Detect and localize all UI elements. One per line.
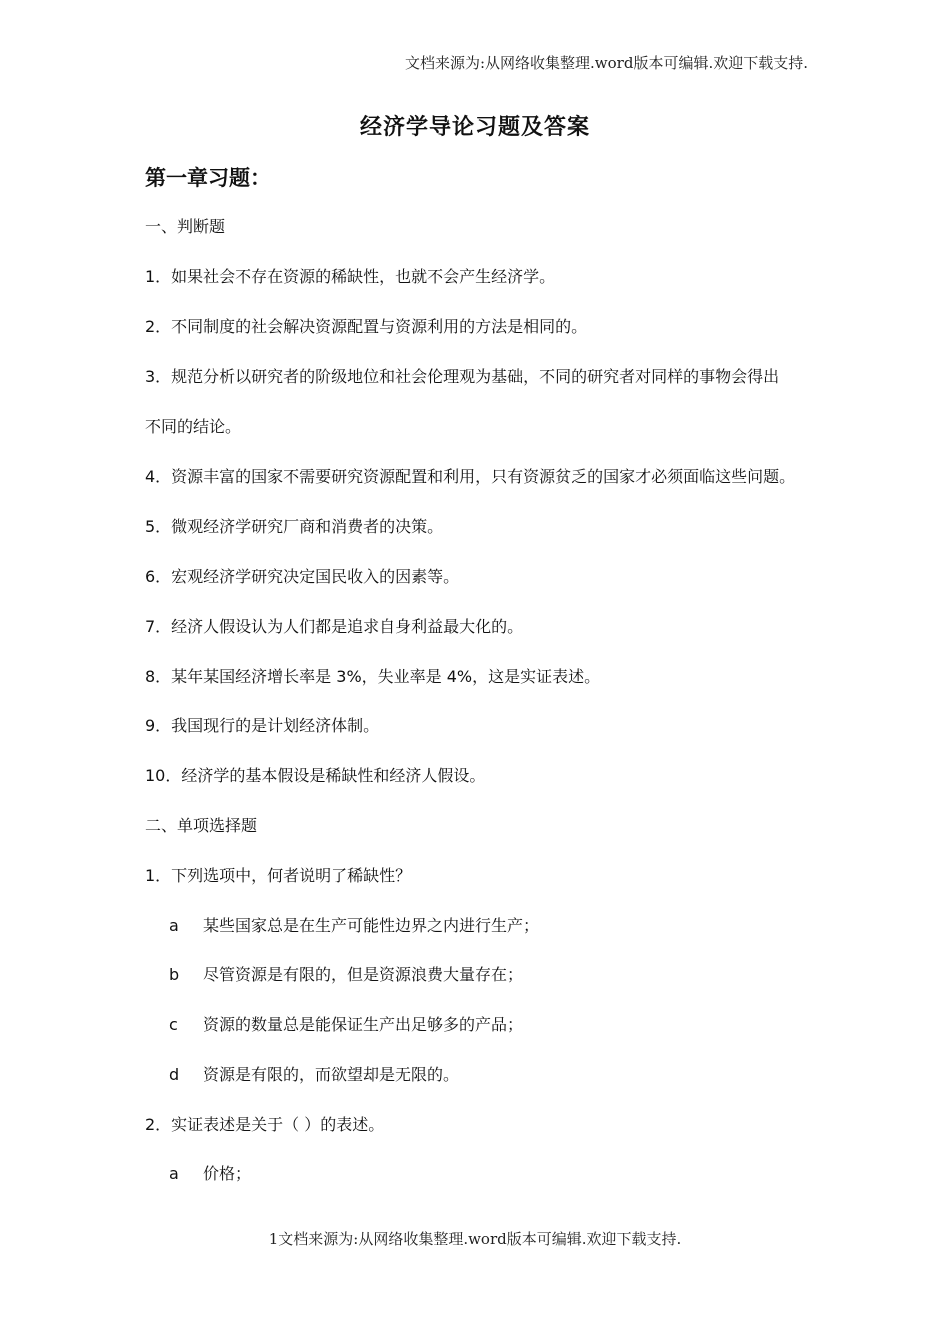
judgment-item-2: 2．不同制度的社会解决资源配置与资源利用的方法是相同的。 [145, 317, 588, 336]
section-heading-judgment: 一、判断题 [145, 217, 226, 236]
judgment-item-10: 10．经济学的基本假设是稀缺性和经济人假设。 [145, 766, 486, 785]
choice-option [169, 1062, 459, 1085]
choice-option [169, 1012, 523, 1035]
judgment-item-6: 6．宏观经济学研究决定国民收入的因素等。 [145, 567, 460, 586]
judgment-item-1: 1．如果社会不存在资源的稀缺性，也就不会产生经济学。 [145, 267, 556, 286]
option-letter: a [169, 916, 179, 935]
option-text: 资源的数量总是能保证生产出足够多的产品； [203, 1015, 524, 1034]
choice-option [169, 913, 539, 936]
option-text: 尽管资源是有限的，但是资源浪费大量存在； [203, 965, 524, 984]
judgment-item-3-continued: 不同的结论。 [145, 417, 242, 436]
choice-question-1: 1．下列选项中，何者说明了稀缺性？ [145, 866, 412, 885]
chapter-heading: 第一章习题： [145, 166, 271, 190]
section-heading-single-choice: 二、单项选择题 [145, 816, 258, 835]
judgment-item-5: 5．微观经济学研究厂商和消费者的决策。 [145, 517, 444, 536]
option-text: 价格； [203, 1164, 252, 1183]
judgment-item-3: 3．规范分析以研究者的阶级地位和社会伦理观为基础，不同的研究者对同样的事物会得出 [145, 367, 780, 386]
choice-option [169, 962, 523, 985]
judgment-item-8: 8．某年某国经济增长率是 3%，失业率是 4%，这是实证表述。 [145, 667, 601, 686]
choice-question-2: 2．实证表述是关于（ ）的表述。 [145, 1115, 385, 1134]
option-text: 资源是有限的，而欲望却是无限的。 [203, 1065, 460, 1084]
choice-option [169, 1161, 251, 1184]
option-letter: a [169, 1164, 179, 1183]
header-note: 文档来源为:从网络收集整理.word版本可编辑.欢迎下载支持. [404, 54, 808, 72]
judgment-item-4: 4．资源丰富的国家不需要研究资源配置和利用，只有资源贫乏的国家才必须面临这些问题。 [145, 467, 796, 486]
option-letter: d [169, 1065, 180, 1084]
option-text: 某些国家总是在生产可能性边界之内进行生产； [203, 916, 540, 935]
option-letter: c [169, 1015, 178, 1034]
judgment-item-9: 9．我国现行的是计划经济体制。 [145, 716, 380, 735]
footer-note: 1文档来源为:从网络收集整理.word版本可编辑.欢迎下载支持. [268, 1230, 682, 1248]
option-letter: b [169, 965, 180, 984]
document-title: 经济学导论习题及答案 [359, 115, 590, 140]
judgment-item-7: 7．经济人假设认为人们都是追求自身利益最大化的。 [145, 617, 524, 636]
